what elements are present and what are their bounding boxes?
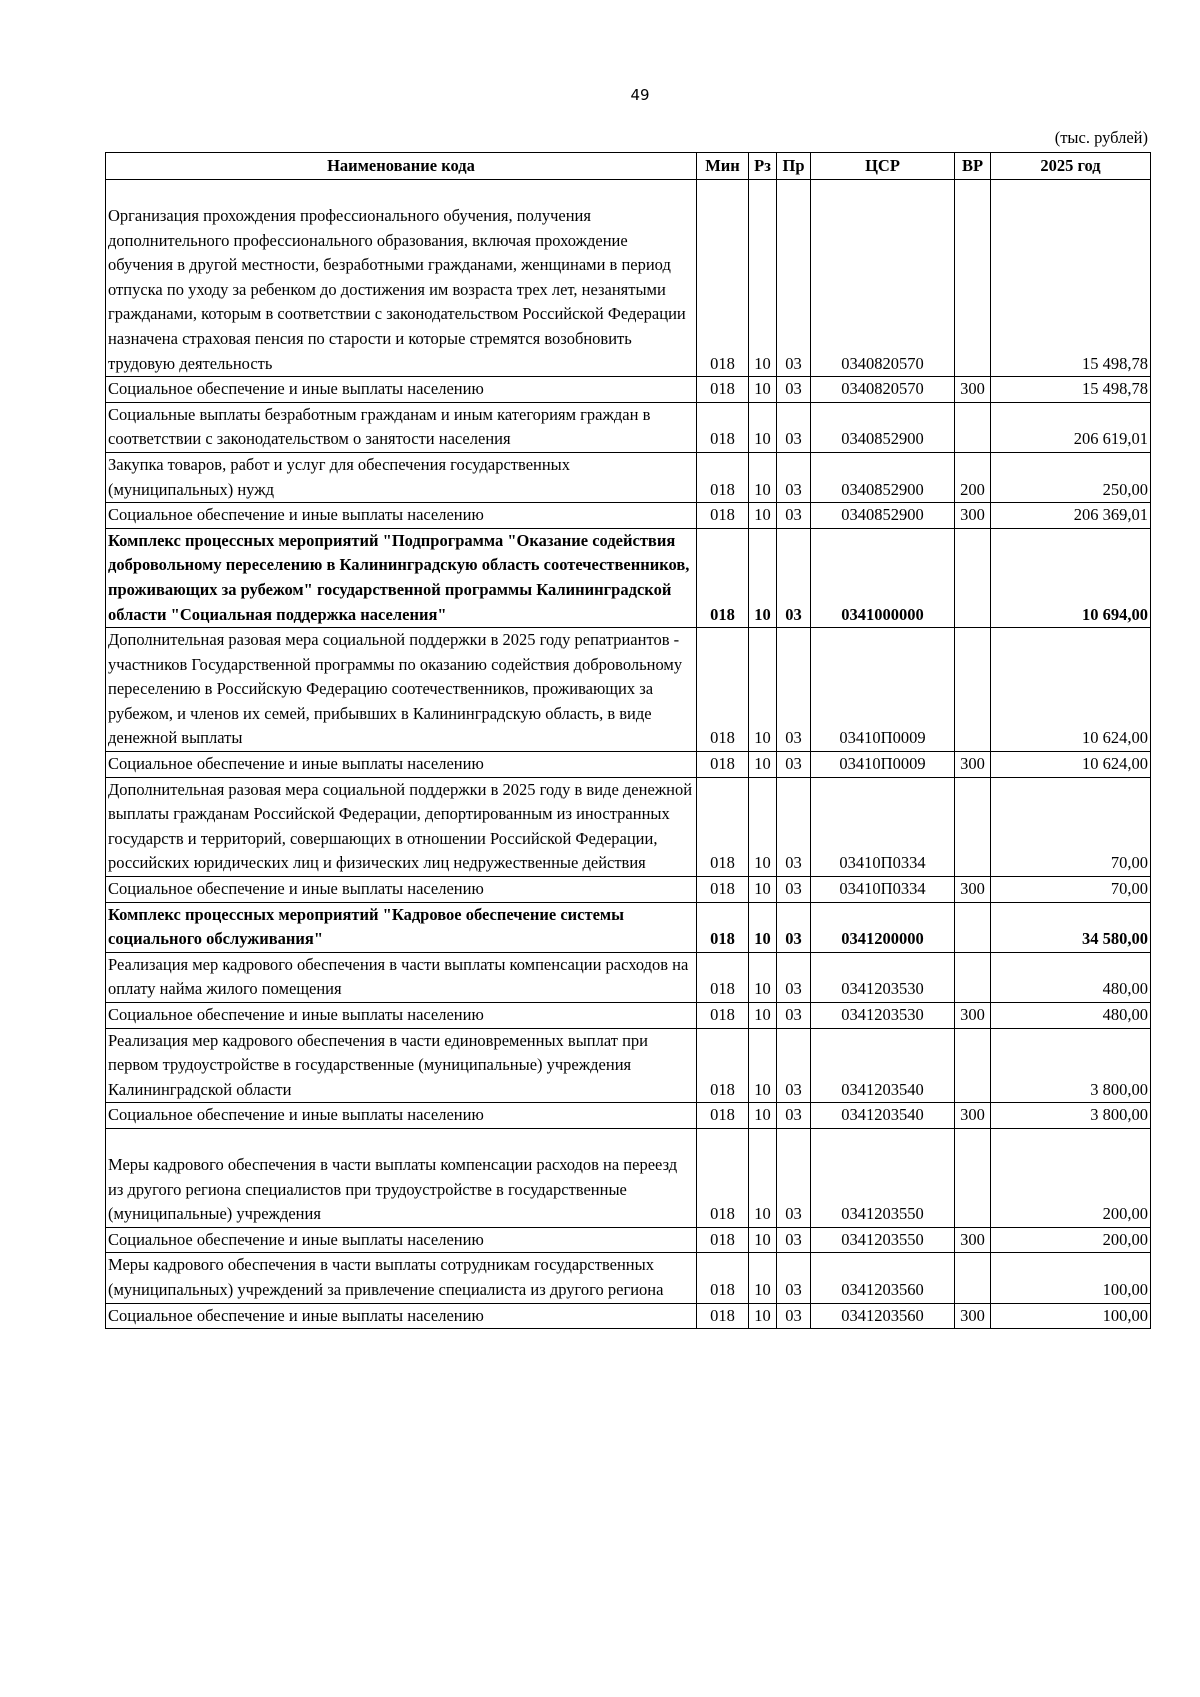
page-number: 49 xyxy=(630,86,650,104)
row-csr: 0341000000 xyxy=(811,528,955,627)
row-amount: 10 624,00 xyxy=(991,628,1151,752)
row-rz: 10 xyxy=(749,180,777,377)
row-csr: 0341203540 xyxy=(811,1028,955,1103)
row-rz: 10 xyxy=(749,902,777,952)
row-rz: 10 xyxy=(749,1227,777,1253)
row-csr: 0341203530 xyxy=(811,952,955,1002)
row-pr: 03 xyxy=(777,528,811,627)
row-rz: 10 xyxy=(749,1028,777,1103)
row-name: Социальное обеспечение и иные выплаты населению xyxy=(106,877,697,903)
row-vr: 300 xyxy=(955,1103,991,1129)
row-min: 018 xyxy=(697,1028,749,1103)
table-row xyxy=(106,1128,1151,1227)
row-pr: 03 xyxy=(777,1303,811,1329)
row-min: 018 xyxy=(697,503,749,529)
row-pr: 03 xyxy=(777,1028,811,1103)
row-min: 018 xyxy=(697,180,749,377)
row-min: 018 xyxy=(697,1227,749,1253)
table-row xyxy=(106,752,1151,778)
row-rz: 10 xyxy=(749,1128,777,1227)
units-label: (тыс. рублей) xyxy=(1054,128,1148,147)
table-row xyxy=(106,1028,1151,1103)
row-csr: 03410П0334 xyxy=(811,777,955,876)
row-amount: 480,00 xyxy=(991,952,1151,1002)
table-header-row xyxy=(106,153,1151,180)
row-amount: 70,00 xyxy=(991,777,1151,876)
row-vr xyxy=(955,902,991,952)
row-vr: 300 xyxy=(955,1227,991,1253)
row-name: Организация прохождения профессионального обучения, получения дополнительного профессионального образования, включая прохождение обучения в другой местности, безработными гражданами, женщинами в период отпуска по уходу за ребенком до достижения им возраста трех лет, незанятыми гражданами, которым в соответствии с законодательством Российской Федерации назначена страховая пенсия по старости и которые стремятся возобновить трудовую деятельность xyxy=(106,180,697,377)
row-csr: 0341203530 xyxy=(811,1003,955,1029)
row-csr: 0341203560 xyxy=(811,1253,955,1303)
table-row xyxy=(106,402,1151,452)
row-pr: 03 xyxy=(777,1128,811,1227)
row-name: Социальное обеспечение и иные выплаты населению xyxy=(106,1303,697,1329)
row-csr: 03410П0009 xyxy=(811,752,955,778)
row-pr: 03 xyxy=(777,777,811,876)
row-vr: 300 xyxy=(955,377,991,403)
row-pr: 03 xyxy=(777,402,811,452)
row-min: 018 xyxy=(697,1128,749,1227)
column-header-name: Наименование кода xyxy=(106,153,697,180)
column-header-rz: Рз xyxy=(749,153,777,180)
table-row xyxy=(106,180,1151,377)
row-vr xyxy=(955,180,991,377)
row-csr: 0340852900 xyxy=(811,402,955,452)
table-row xyxy=(106,528,1151,627)
row-csr: 0340820570 xyxy=(811,180,955,377)
row-csr: 0340820570 xyxy=(811,377,955,403)
row-amount: 15 498,78 xyxy=(991,180,1151,377)
table-row xyxy=(106,777,1151,876)
row-amount: 70,00 xyxy=(991,877,1151,903)
column-header-vr: ВР xyxy=(955,153,991,180)
row-min: 018 xyxy=(697,628,749,752)
row-min: 018 xyxy=(697,452,749,502)
row-csr: 0341200000 xyxy=(811,902,955,952)
table-row xyxy=(106,503,1151,529)
row-pr: 03 xyxy=(777,877,811,903)
row-min: 018 xyxy=(697,528,749,627)
table-row xyxy=(106,1103,1151,1129)
row-name: Меры кадрового обеспечения в части выплаты компенсации расходов на переезд из другого региона специалистов при трудоустройстве в государственные (муниципальные) учреждения xyxy=(106,1128,697,1227)
row-vr: 300 xyxy=(955,877,991,903)
row-name: Социальное обеспечение и иные выплаты населению xyxy=(106,503,697,529)
row-amount: 15 498,78 xyxy=(991,377,1151,403)
row-vr: 300 xyxy=(955,503,991,529)
row-rz: 10 xyxy=(749,1253,777,1303)
row-min: 018 xyxy=(697,877,749,903)
table-row xyxy=(106,1003,1151,1029)
row-vr: 300 xyxy=(955,1303,991,1329)
row-rz: 10 xyxy=(749,377,777,403)
row-rz: 10 xyxy=(749,628,777,752)
row-rz: 10 xyxy=(749,752,777,778)
row-min: 018 xyxy=(697,952,749,1002)
row-amount: 3 800,00 xyxy=(991,1103,1151,1129)
row-vr xyxy=(955,628,991,752)
row-name: Закупка товаров, работ и услуг для обеспечения государственных (муниципальных) нужд xyxy=(106,452,697,502)
row-name: Социальное обеспечение и иные выплаты населению xyxy=(106,377,697,403)
row-vr xyxy=(955,1028,991,1103)
table-row xyxy=(106,1227,1151,1253)
row-amount: 10 624,00 xyxy=(991,752,1151,778)
row-amount: 100,00 xyxy=(991,1253,1151,1303)
row-amount: 10 694,00 xyxy=(991,528,1151,627)
row-pr: 03 xyxy=(777,1253,811,1303)
row-min: 018 xyxy=(697,1003,749,1029)
row-rz: 10 xyxy=(749,777,777,876)
row-amount: 200,00 xyxy=(991,1227,1151,1253)
row-csr: 0341203540 xyxy=(811,1103,955,1129)
row-pr: 03 xyxy=(777,1003,811,1029)
row-vr xyxy=(955,528,991,627)
row-rz: 10 xyxy=(749,402,777,452)
row-vr: 300 xyxy=(955,752,991,778)
row-min: 018 xyxy=(697,1303,749,1329)
row-vr xyxy=(955,1253,991,1303)
row-min: 018 xyxy=(697,1253,749,1303)
row-amount: 3 800,00 xyxy=(991,1028,1151,1103)
row-min: 018 xyxy=(697,377,749,403)
row-amount: 206 619,01 xyxy=(991,402,1151,452)
row-vr xyxy=(955,402,991,452)
row-name: Социальное обеспечение и иные выплаты населению xyxy=(106,1003,697,1029)
row-rz: 10 xyxy=(749,452,777,502)
row-pr: 03 xyxy=(777,1103,811,1129)
row-amount: 480,00 xyxy=(991,1003,1151,1029)
row-rz: 10 xyxy=(749,952,777,1002)
row-amount: 250,00 xyxy=(991,452,1151,502)
table-row xyxy=(106,452,1151,502)
row-min: 018 xyxy=(697,902,749,952)
row-name: Комплекс процессных мероприятий "Кадровое обеспечение системы социального обслуживания" xyxy=(106,902,697,952)
row-name: Социальные выплаты безработным гражданам и иным категориям граждан в соответствии с законодательством о занятости населения xyxy=(106,402,697,452)
row-vr xyxy=(955,777,991,876)
row-name: Реализация мер кадрового обеспечения в части выплаты компенсации расходов на оплату найма жилого помещения xyxy=(106,952,697,1002)
row-csr: 0340852900 xyxy=(811,452,955,502)
row-rz: 10 xyxy=(749,1103,777,1129)
row-name: Меры кадрового обеспечения в части выплаты сотрудникам государственных (муниципальных) учреждений за привлечение специалиста из другого региона xyxy=(106,1253,697,1303)
row-rz: 10 xyxy=(749,528,777,627)
row-csr: 0340852900 xyxy=(811,503,955,529)
row-pr: 03 xyxy=(777,902,811,952)
row-pr: 03 xyxy=(777,752,811,778)
row-csr: 0341203550 xyxy=(811,1128,955,1227)
table-row xyxy=(106,902,1151,952)
row-min: 018 xyxy=(697,777,749,876)
row-name: Социальное обеспечение и иные выплаты населению xyxy=(106,752,697,778)
row-amount: 200,00 xyxy=(991,1128,1151,1227)
column-header-csr: ЦСР xyxy=(811,153,955,180)
row-name: Социальное обеспечение и иные выплаты населению xyxy=(106,1103,697,1129)
row-vr xyxy=(955,1128,991,1227)
row-name: Реализация мер кадрового обеспечения в части единовременных выплат при первом трудоустройстве в государственные (муниципальные) учреждения Калининградской области xyxy=(106,1028,697,1103)
table-row xyxy=(106,1253,1151,1303)
row-name: Дополнительная разовая мера социальной поддержки в 2025 году репатриантов - участников Государственной программы по оказанию содействия добровольному переселению в Российскую Федерацию соотечественников, проживающих за рубежом, и членов их семей, прибывших в Калининградскую область, в виде денежной выплаты xyxy=(106,628,697,752)
row-rz: 10 xyxy=(749,1303,777,1329)
row-name: Комплекс процессных мероприятий "Подпрограмма "Оказание содействия добровольному переселению в Калининградскую область соотечественников, проживающих за рубежом" государственной программы Калининградской области "Социальная поддержка населения" xyxy=(106,528,697,627)
row-name: Дополнительная разовая мера социальной поддержки в 2025 году в виде денежной выплаты гражданам Российской Федерации, депортированным из иностранных государств и территорий, совершающих в отношении Российской Федерации, российских юридических лиц и физических лиц недружественные действия xyxy=(106,777,697,876)
row-min: 018 xyxy=(697,402,749,452)
row-pr: 03 xyxy=(777,180,811,377)
row-rz: 10 xyxy=(749,877,777,903)
table-row xyxy=(106,877,1151,903)
row-pr: 03 xyxy=(777,952,811,1002)
row-amount: 206 369,01 xyxy=(991,503,1151,529)
row-name: Социальное обеспечение и иные выплаты населению xyxy=(106,1227,697,1253)
row-rz: 10 xyxy=(749,1003,777,1029)
table-row xyxy=(106,1303,1151,1329)
row-vr: 300 xyxy=(955,1003,991,1029)
row-csr: 0341203550 xyxy=(811,1227,955,1253)
table-row xyxy=(106,377,1151,403)
row-vr: 200 xyxy=(955,452,991,502)
row-amount: 100,00 xyxy=(991,1303,1151,1329)
table-row xyxy=(106,952,1151,1002)
row-vr xyxy=(955,952,991,1002)
row-pr: 03 xyxy=(777,503,811,529)
row-pr: 03 xyxy=(777,1227,811,1253)
column-header-min: Мин xyxy=(697,153,749,180)
row-pr: 03 xyxy=(777,452,811,502)
table-row xyxy=(106,628,1151,752)
column-header-pr: Пр xyxy=(777,153,811,180)
row-rz: 10 xyxy=(749,503,777,529)
row-min: 018 xyxy=(697,1103,749,1129)
row-pr: 03 xyxy=(777,377,811,403)
row-pr: 03 xyxy=(777,628,811,752)
row-min: 018 xyxy=(697,752,749,778)
row-csr: 03410П0334 xyxy=(811,877,955,903)
column-header-year: 2025 год xyxy=(991,153,1151,180)
budget-table xyxy=(105,152,1151,1329)
row-csr: 0341203560 xyxy=(811,1303,955,1329)
row-csr: 03410П0009 xyxy=(811,628,955,752)
row-amount: 34 580,00 xyxy=(991,902,1151,952)
